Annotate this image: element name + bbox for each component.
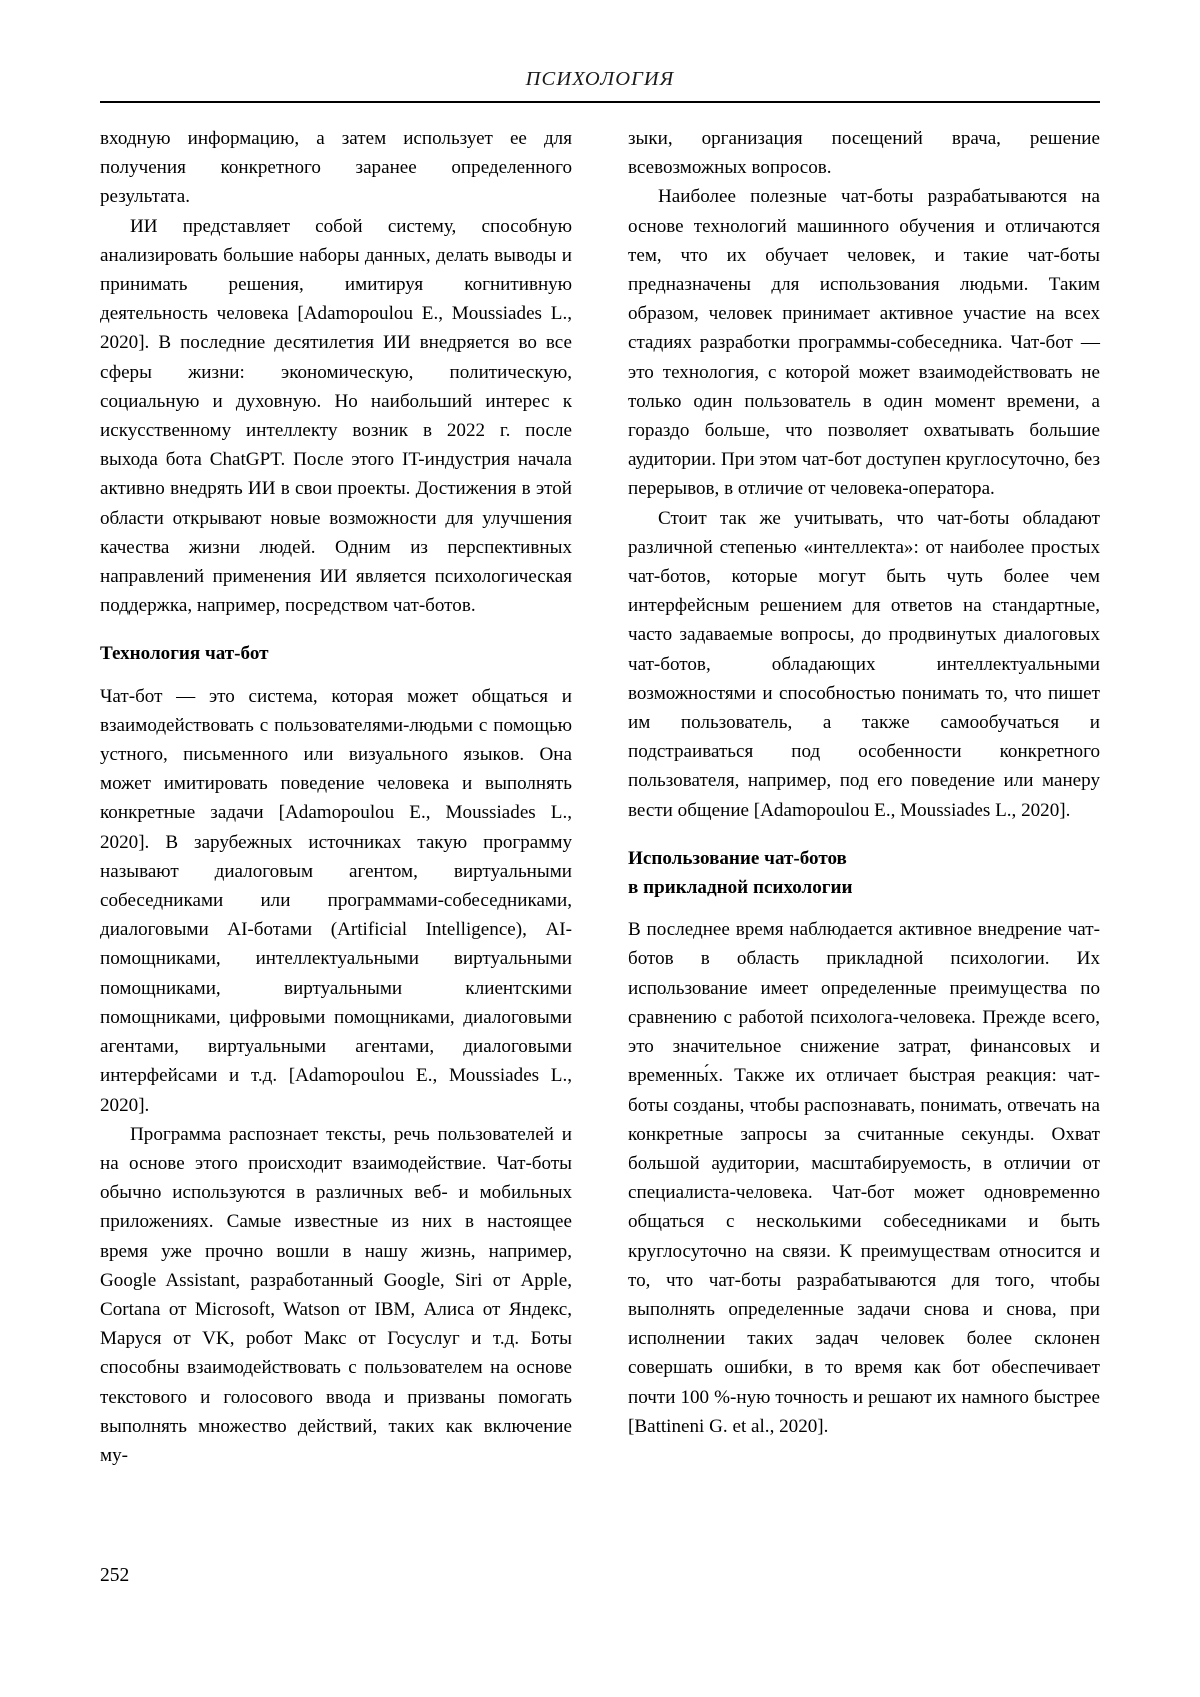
paragraph-ai-system: ИИ представляет собой систему, способную анализировать большие наборы данных, делать выводы и принимать решения, имитируя когнитивную деятельность человека [Adamopoulou E., Moussiades L., 2020]. В последние десятилетия ИИ внедряется во все сферы жизни: экономическую, политическую, социальную и духовную. Но наибольший интерес к искусственному интеллекту возник в 2022 г. после выхода бота ChatGPT. После этого IT-индустрия начала активно внедрять ИИ в свои проекты. Достижения в этой области открывают новые возможности для улучшения качества жизни людей. Одним из перспективных направлений применения ИИ является психологическая поддержка, например, посредством чат-ботов. — [100, 215, 572, 617]
subheading-chatbot-usage-line1: Использование чат-ботов — [628, 847, 847, 869]
paragraph-most-useful-bots: Наиболее полезные чат-боты разрабатываются на основе технологий машинного обучения и отличаются тем, что их обучает человек, и такие чат-боты предназначены для использования людьми. Таким образом, человек принимает активное участие на всех стадиях разработки программы-собеседника. Чат-бот — это технология, с которой может взаимодействовать не только один пользователь в один момент времени, а гораздо больше, что позволяет охватывать большие аудитории. При этом чат-бот доступен круглосуточно, без перерывов, в отличие от человека-оператора. — [628, 186, 1100, 500]
subheading-chatbot-usage-line2: в прикладной психологии — [628, 877, 853, 899]
paragraph-intelligence-degree: Стоит так же учитывать, что чат-боты обладают различной степенью «интеллекта»: от наиболее простых чат-ботов, которые могут быть чуть более чем интерфейсным решением для ответов на стандартные, часто задаваемые вопросы, до продвинутых диалоговых чат-ботов, обладающих интеллектуальными возможностями и способностью понимать то, что пишет им пользователь, а также самообучаться и подстраиваться под особенности конкретного пользователя, например, под его поведение или манеру вести общение [Adamopoulou E., Moussiades L., 2020]. — [628, 507, 1100, 821]
two-column-body — [100, 124, 1100, 1470]
spacer — [628, 902, 1100, 915]
paragraph-input-info: входную информацию, а затем использует ее для получения конкретного заранее определенного результата. — [100, 128, 572, 208]
spacer — [100, 620, 572, 639]
paragraph-applied-psychology: В последнее время наблюдается активное внедрение чат-ботов в область прикладной психологии. Их использование имеет определенные преимущества по сравнению с работой психолога-человека. Прежде всего, это значительное снижение затрат, финансовых и временны́х. Также их отличает быстрая реакция: чат-боты созданы, чтобы распознавать, понимать, отвечать на конкретные запросы за считанные секунды. Охват большой аудитории, масштабируемость, в отличии от специалиста-человека. Чат-бот может одновременно общаться с несколькими собеседниками и быть круглосуточно на связи. К преимуществам относится и то, что чат-боты разрабатываются для того, чтобы выполнять определенные задачи снова и снова, при исполнении таких задач человек более склонен совершать ошибки, в то время как бот обеспечивает почти 100 %-ную точность и решают их намного быстрее [Battineni G. et al., 2020]. — [628, 919, 1100, 1437]
page-number: 252 — [100, 1565, 130, 1586]
paragraph-music-continuation: зыки, организация посещений врача, решение всевозможных вопросов. — [628, 128, 1100, 179]
spacer — [628, 825, 1100, 844]
subheading-chatbot-technology: Технология чат-бот — [100, 643, 269, 665]
right-column — [628, 124, 1100, 1470]
paragraph-chatbot-definition: Чат-бот — это система, которая может общаться и взаимодействовать с пользователями-людьми с помощью устного, письменного или визуального языков. Она может имитировать поведение человека и выполнять конкретные задачи [Adamopoulou E., Moussiades L., 2020]. В зарубежных источниках такую программу называют диалоговым агентом, виртуальными собеседниками или программами-собеседниками, диалоговыми AI-ботами (Artificial Intelligence), AI-помощниками, интеллектуальными виртуальными помощниками, виртуальными клиентскими помощниками, цифровыми помощниками, диалоговыми агентами, виртуальными агентами, диалоговыми интерфейсами и т.д. [Adamopoulou E., Moussiades L., 2020]. — [100, 685, 572, 1116]
left-column — [100, 124, 572, 1470]
spacer — [100, 669, 572, 682]
running-head: ПСИХОЛОГИЯ — [525, 68, 675, 90]
header-divider — [100, 101, 1100, 103]
paragraph-program-recognizes: Программа распознает тексты, речь пользователей и на основе этого происходит взаимодействие. Чат-боты обычно используются в различных веб- и мобильных приложениях. Самые известные из них в настоящее время уже прочно вошли в нашу жизнь, например, Google Assistant, разработанный Google, Siri от Apple, Cortana от Microsoft, Watson от IBM, Алиса от Яндекс, Маруся от VK, робот Макс от Госуслуг и т.д. Боты способны взаимодействовать с пользователем на основе текстового и голосового ввода и призваны помогать выполнять множество действий, таких как включение му- — [100, 1123, 572, 1466]
